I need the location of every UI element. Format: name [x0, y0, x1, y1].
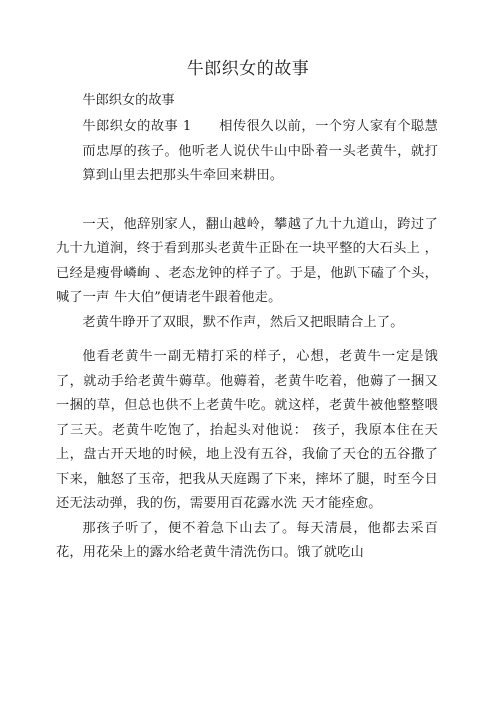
document-title: 牛郎织女的故事	[186, 59, 310, 79]
paragraph-gap	[56, 189, 438, 213]
document-subtitle: 牛郎织女的故事	[82, 93, 175, 108]
document-body	[56, 90, 438, 566]
paragraph-3: 老黄牛睁开了双眼，默不作声，然后又把眼睛合上了。	[82, 314, 404, 330]
paragraph-2: 一天，他辞别家人，翻山越岭，攀越了九十九道山，跨过了九十九道涧，终于看到那头老黄牛正卧在一块平整的大石头上 ，已经是瘦骨嶙峋 、老态龙钟的样子了。于是，他趴下磕了个头，喊了一声 牛大伯”便请老牛跟着他走。	[56, 216, 438, 305]
paragraph-5: 那孩子听了，便不着急下山去了。每天清晨，他都去采百花，用花朵上的露水给老黄牛清洗伤口。饿了就吃山	[56, 520, 438, 560]
paragraph-1: 牛郎织女的故事 1 相传很久以前，一个穷人家有个聪慧而忠厚的孩子。他听老人说伏牛山中卧着一头老黄牛，就打算到山里去把那头牛牵回来耕田。	[82, 119, 438, 183]
paragraph-gap	[56, 335, 438, 345]
paragraph-4: 他看老黄牛一副无精打采的样子，心想，老黄牛一定是饿了，就动手给老黄牛薅草。他薅着，老黄牛吃着，他薅了一捆又一捆的草，但总也供不上老黄牛吃。就这样，老黄牛被他整整喂了三天。老黄牛吃饱了，抬起头对他说： 孩子，我原本住在天上，盘古开天地的时候，地上没有五谷，我偷了天仓的五谷撒了下来，触怒了玉帝，把我从天庭踢了下来，摔坏了腿，时至今日还无法动弹，我的伤，需要用百花露水洗 天才能痊愈。	[56, 349, 438, 511]
